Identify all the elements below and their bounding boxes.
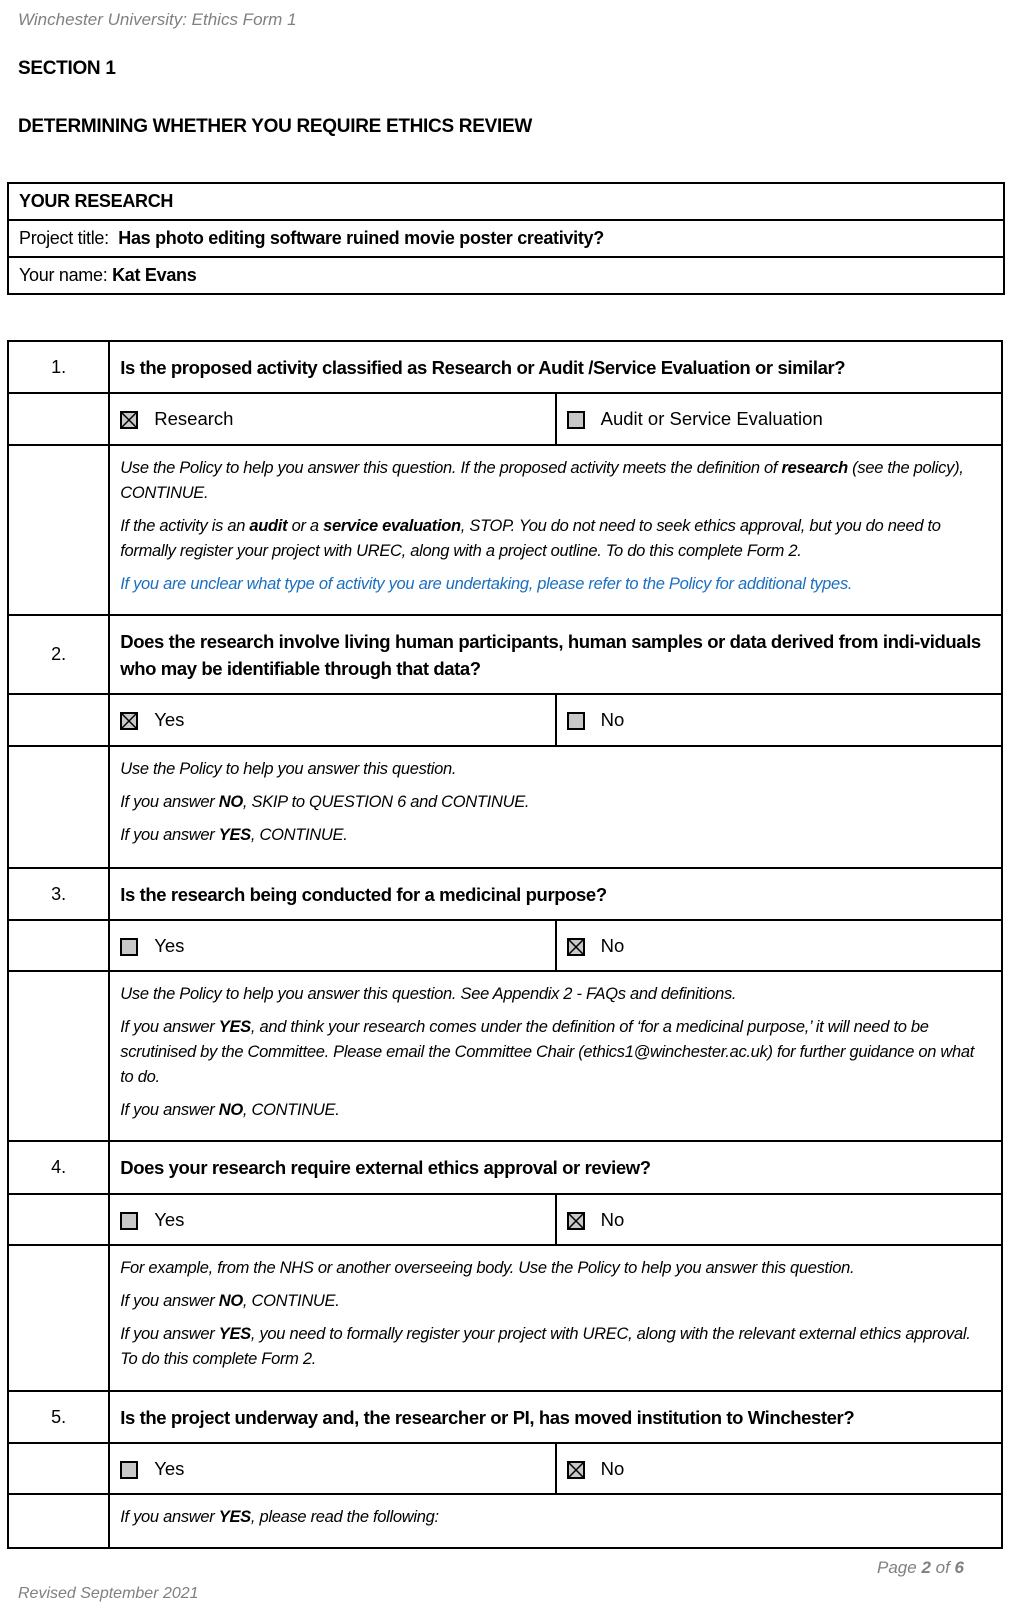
project-title-row <box>8 220 1004 257</box>
guidance-fragment: YES <box>218 1508 251 1526</box>
checkbox-a[interactable] <box>120 411 138 429</box>
question-row <box>8 341 1002 393</box>
option-b[interactable] <box>556 1194 1002 1245</box>
question-text: Is the project underway and, the researcher or PI, has moved institution to Winchester? <box>109 1391 1002 1443</box>
your-name-row <box>8 257 1004 294</box>
guidance-paragraph <box>120 1015 991 1090</box>
guidance-paragraph <box>120 823 991 848</box>
option-b[interactable] <box>556 393 1002 445</box>
guidance-fragment: (see the policy), CONTINUE. <box>120 459 964 502</box>
guidance-paragraph <box>120 1289 991 1314</box>
guidance-text <box>109 971 1002 1141</box>
question-row <box>8 615 1002 694</box>
guidance-fragment: YES <box>218 1325 251 1343</box>
question-row <box>8 1391 1002 1443</box>
guidance-paragraph: Use the Policy to help you answer this question. See Appendix 2 - FAQs and definitions. <box>120 985 737 1003</box>
question-number: 5. <box>8 1391 109 1443</box>
guidance-row <box>8 1245 1002 1391</box>
guidance-paragraph <box>120 1322 991 1372</box>
option-a-label: Yes <box>154 934 185 956</box>
guidance-fragment: NO <box>218 1101 243 1119</box>
guidance-fragment: service evaluation <box>323 517 461 535</box>
option-b[interactable] <box>556 920 1002 971</box>
answer-row <box>8 920 1002 971</box>
guidance-paragraph <box>120 1098 991 1123</box>
answer-row <box>8 694 1002 746</box>
checkbox-b[interactable] <box>567 712 585 730</box>
guidance-row <box>8 445 1002 615</box>
your-research-table <box>7 182 1005 295</box>
guidance-fragment: If you answer <box>120 793 219 811</box>
page-total: 6 <box>954 1558 964 1577</box>
guidance-paragraph <box>120 790 991 815</box>
option-a[interactable] <box>109 920 555 971</box>
question-text: Does the research involve living human participants, human samples or data derived from indi-viduals who may be identifiable through that data? <box>109 615 1002 694</box>
guidance-text <box>109 1494 1002 1548</box>
option-a[interactable] <box>109 393 555 445</box>
guidance-fragment: , and think your research comes under the definition of ‘for a medicinal purpose,’ it will need to be scrutinised by the Committee. Please email the Committee Chair (ethics1@winchester.ac.uk) for further guidance on what to do. <box>120 1018 975 1086</box>
guidance-fragment: If you answer <box>120 1292 219 1310</box>
questions-table <box>7 340 1003 1549</box>
guidance-fragment: or a <box>287 517 324 535</box>
guidance-row <box>8 971 1002 1141</box>
guidance-paragraph <box>120 456 991 506</box>
option-a-label: Research <box>154 408 234 429</box>
guidance-row <box>8 1494 1002 1548</box>
page-of: of <box>930 1558 955 1577</box>
checkbox-b[interactable] <box>567 1461 585 1479</box>
section-title: SECTION 1 <box>18 58 116 79</box>
question-row <box>8 868 1002 920</box>
option-a[interactable] <box>109 694 555 746</box>
guidance-fragment: If the activity is an <box>120 517 250 535</box>
page-heading: DETERMINING WHETHER YOU REQUIRE ETHICS REVIEW <box>18 116 532 137</box>
checkbox-a[interactable] <box>120 1461 138 1479</box>
checkbox-a[interactable] <box>120 1212 138 1230</box>
checkbox-a[interactable] <box>120 938 138 956</box>
guidance-fragment: If you answer <box>120 1325 219 1343</box>
option-a-label: Yes <box>154 709 185 730</box>
guidance-paragraph: Use the Policy to help you answer this question. <box>120 760 457 778</box>
project-title-value[interactable]: Has photo editing software ruined movie poster creativity? <box>118 228 604 248</box>
your-name-value[interactable]: Kat Evans <box>112 265 197 285</box>
guidance-fragment: If you answer <box>120 1101 219 1119</box>
guidance-paragraph <box>120 514 991 564</box>
checkbox-b[interactable] <box>567 1212 585 1230</box>
option-b[interactable] <box>556 694 1002 746</box>
page-prefix: Page <box>877 1558 922 1577</box>
checkbox-a[interactable] <box>120 712 138 730</box>
answer-row <box>8 1194 1002 1245</box>
question-text: Is the proposed activity classified as Research or Audit /Service Evaluation or similar? <box>109 341 1002 393</box>
guidance-fragment: , please read the following: <box>250 1508 439 1526</box>
guidance-fragment: YES <box>218 826 251 844</box>
question-text: Is the research being conducted for a medicinal purpose? <box>109 868 1002 920</box>
question-number: 3. <box>8 868 109 920</box>
guidance-fragment: , SKIP to QUESTION 6 and CONTINUE. <box>242 793 530 811</box>
revised-date: Revised September 2021 <box>18 1585 199 1602</box>
checkbox-b[interactable] <box>567 938 585 956</box>
guidance-fragment: research <box>781 459 848 477</box>
guidance-fragment: Use the Policy to help you answer this question. If the proposed activity meets the definition of <box>120 459 782 477</box>
option-a-label: Yes <box>154 1208 185 1230</box>
question-number: 1. <box>8 341 109 393</box>
guidance-text <box>109 445 1002 615</box>
guidance-fragment: , STOP. You do not need to seek ethics approval, but you do need to formally register your project with UREC, along with a project outline. To do this complete Form 2. <box>120 517 941 560</box>
question-number: 2. <box>8 615 109 694</box>
guidance-text <box>109 1245 1002 1391</box>
option-b-label: No <box>600 1208 625 1230</box>
guidance-fragment: If you answer <box>120 1018 219 1036</box>
guidance-fragment: If you answer <box>120 826 219 844</box>
answer-row <box>8 393 1002 445</box>
your-name-label: Your name: <box>19 265 108 285</box>
option-b[interactable] <box>556 1443 1002 1494</box>
checkbox-b[interactable] <box>567 411 585 429</box>
guidance-fragment: , CONTINUE. <box>242 1101 340 1119</box>
option-a[interactable] <box>109 1443 555 1494</box>
guidance-fragment: , CONTINUE. <box>250 826 348 844</box>
answer-row <box>8 1443 1002 1494</box>
option-a[interactable] <box>109 1194 555 1245</box>
question-row <box>8 1141 1002 1194</box>
your-research-title: YOUR RESEARCH <box>8 183 1004 220</box>
guidance-row <box>8 746 1002 868</box>
option-b-label: No <box>600 709 625 730</box>
option-a-label: Yes <box>154 1457 185 1479</box>
guidance-fragment: , CONTINUE. <box>242 1292 340 1310</box>
guidance-fragment: NO <box>218 1292 243 1310</box>
guidance-text <box>109 746 1002 868</box>
page-number <box>877 1558 964 1578</box>
guidance-fragment: If you answer <box>120 1508 219 1526</box>
guidance-fragment: , you need to formally register your project with UREC, along with the relevant external ethics approval. To do this complete Form 2. <box>120 1325 971 1368</box>
option-b-label: Audit or Service Evaluation <box>600 408 823 429</box>
page-num: 2 <box>921 1558 931 1577</box>
guidance-fragment: YES <box>218 1018 251 1036</box>
question-text: Does your research require external ethics approval or review? <box>109 1141 1002 1194</box>
guidance-paragraph <box>120 1505 991 1530</box>
question-number: 4. <box>8 1141 109 1194</box>
option-b-label: No <box>600 934 625 956</box>
document-header: Winchester University: Ethics Form 1 <box>18 10 297 29</box>
guidance-paragraph: For example, from the NHS or another overseeing body. Use the Policy to help you answer this question. <box>120 1259 855 1277</box>
guidance-fragment: audit <box>249 517 288 535</box>
policy-link[interactable]: If you are unclear what type of activity you are undertaking, please refer to the Policy for additional types. <box>120 575 853 593</box>
project-title-label: Project title: <box>19 228 109 248</box>
guidance-fragment: NO <box>218 793 243 811</box>
option-b-label: No <box>600 1457 625 1479</box>
